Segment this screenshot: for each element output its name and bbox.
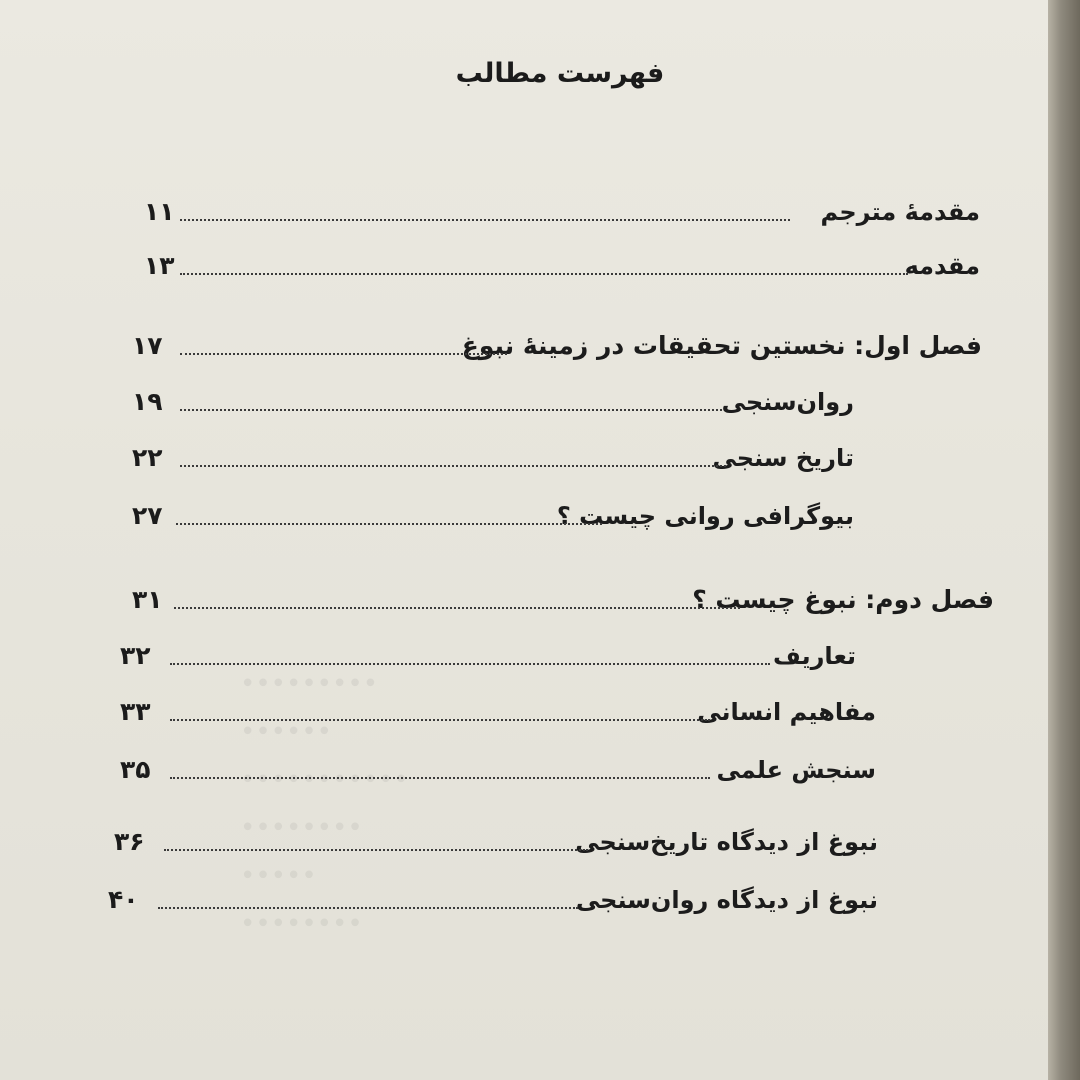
toc-entry (166, 686, 876, 738)
toc-entry (176, 376, 854, 428)
toc-entry (176, 432, 854, 484)
toc-page-number: ۳۳ (120, 697, 151, 726)
toc-page-number: ۲۲ (132, 443, 163, 472)
toc-entry (160, 816, 878, 868)
book-page-edge (1048, 0, 1080, 1080)
toc-page-number: ۱۷ (132, 331, 163, 360)
toc-entry-label: نبوغ از دیدگاه تاریخ‌سنجی (575, 828, 878, 856)
toc-entry-label: تاریخ سنجی (712, 444, 854, 472)
leader-dots (170, 663, 770, 665)
toc-page-number: ۳۶ (114, 827, 145, 856)
toc-chapter-entry (170, 574, 994, 626)
leader-dots (164, 849, 588, 851)
leader-dots (170, 719, 710, 721)
toc-entry (170, 186, 980, 238)
toc-entry-label: سنجش علمی (716, 756, 876, 784)
toc-entry-label: روان‌سنجی (721, 388, 854, 416)
toc-entry (172, 490, 854, 542)
toc-entry-label: بیوگرافی روانی چیست ؟ (556, 502, 854, 530)
leader-dots (180, 465, 726, 467)
leader-dots (170, 777, 710, 779)
leader-dots (180, 273, 908, 275)
toc-entry-label: مفاهیم انسانی (697, 698, 876, 726)
toc-entry (170, 240, 980, 292)
bleed-through-texture: ••••••••• •••••• ••••••••••• •••••••• ••••• •••••••• (240, 669, 409, 939)
toc-page-number: ۳۵ (120, 755, 151, 784)
toc-title: فهرست مطالب (455, 58, 665, 89)
toc-page-number: ۱۱ (144, 197, 175, 226)
leader-dots (180, 219, 790, 221)
toc-page-number: ۲۷ (132, 501, 163, 530)
leader-dots (174, 607, 740, 609)
toc-entry (166, 630, 856, 682)
leader-dots (180, 353, 507, 355)
toc-page-number: ۱۳ (144, 251, 175, 280)
toc-entry-label: مقدمه (904, 252, 980, 280)
toc-entry (166, 744, 876, 796)
toc-entry-label: تعاریف (773, 642, 856, 670)
toc-page-number: ۳۱ (132, 585, 163, 614)
toc-entry-label: فصل اول: نخستین تحقیقات در زمینهٔ نبوغ (461, 331, 982, 360)
leader-dots (176, 523, 602, 525)
leader-dots (180, 409, 722, 411)
toc-entry-label: فصل دوم: نبوغ چیست ؟ (692, 585, 994, 614)
toc-page-number: ۱۹ (132, 387, 163, 416)
toc-entry (154, 874, 878, 926)
toc-entry-label: نبوغ از دیدگاه روان‌سنجی (575, 886, 878, 914)
toc-page-number: ۳۲ (120, 641, 151, 670)
toc-page-number: ۴۰ (108, 885, 139, 914)
leader-dots (158, 907, 578, 909)
toc-chapter-entry (170, 320, 982, 372)
toc-entry-label: مقدمهٔ مترجم (820, 198, 980, 226)
